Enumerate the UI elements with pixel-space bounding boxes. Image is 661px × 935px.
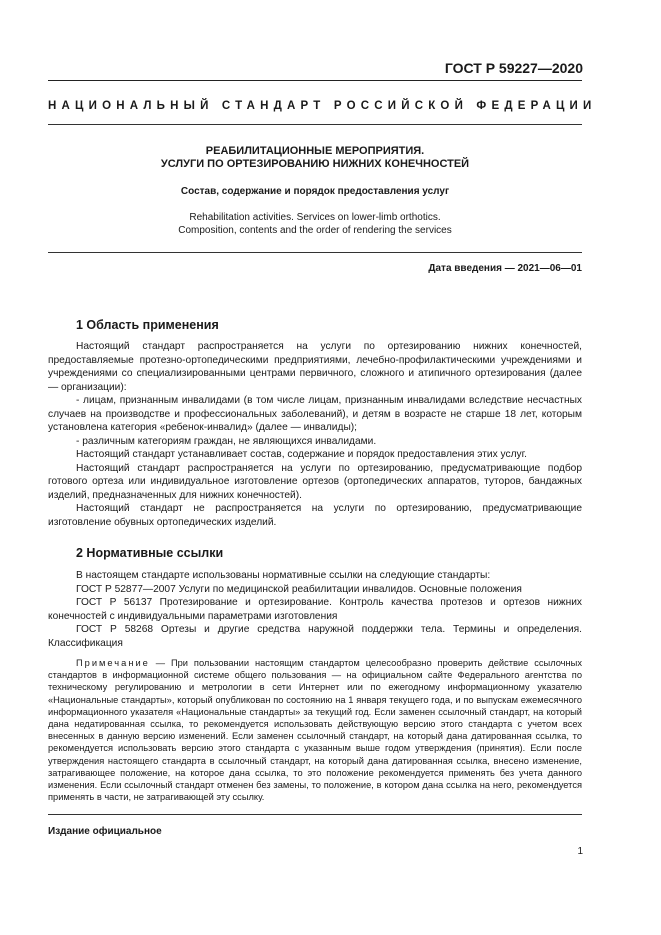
english-title-line-2: Composition, contents and the order of rendering the services	[178, 225, 452, 236]
national-standard-label: НАЦИОНАЛЬНЫЙ СТАНДАРТ РОССИЙСКОЙ ФЕДЕРАЦИИ	[48, 100, 597, 112]
gost-code: ГОСТ Р 59227—2020	[444, 60, 583, 76]
section-2-heading: 2 Нормативные ссылки	[76, 546, 224, 560]
paragraph: Настоящий стандарт не распространяется на услуги по ортезированию, предусматривающие изготовление обувных ортопедических изделий.	[48, 503, 582, 528]
intro-date: Дата введения — 2021—06—01	[428, 263, 582, 274]
paragraph: ГОСТ Р 56137 Протезирование и ортезирование. Контроль качества протезов и ортезов нижних конечностей с индивидуальными параметрами изготовления	[48, 597, 582, 622]
note	[48, 657, 582, 803]
footer-rule	[48, 814, 582, 815]
english-title	[48, 211, 582, 237]
note-label: Примечание	[76, 658, 150, 668]
section-1-body	[48, 340, 582, 529]
page-number: 1	[577, 846, 583, 857]
title-rule	[48, 252, 582, 253]
paragraph: Настоящий стандарт распространяется на услуги по ортезированию, предусматривающие подбор готового ортеза или индивидуальное изготовление ортезов (ортопедических аппаратов, туторов, бандажных изделий, предназначенных для нижних конечностей).	[48, 462, 582, 501]
paragraph: ГОСТ Р 52877—2007 Услуги по медицинской реабилитации инвалидов. Основные положения	[76, 583, 522, 595]
paragraph: Настоящий стандарт распространяется на услуги по ортезированию нижних конечностей, предоставляемые протезно-ортопедическими предприятиями, лечебно-профилактическими учреждениями и учреждениями со специализированными центрами первичного, сложного и атипичного ортезирования (далее — организации):	[48, 341, 582, 393]
note-paragraph	[48, 657, 582, 803]
header-rule	[48, 80, 582, 81]
section-2-body	[48, 569, 582, 650]
paragraph: В настоящем стандарте использованы нормативные ссылки на следующие стандарты:	[76, 570, 491, 581]
document-title	[48, 145, 582, 171]
document-subtitle: Состав, содержание и порядок предоставления услуг	[180, 186, 450, 197]
section-1-heading: 1 Область применения	[76, 318, 219, 332]
note-body: — При пользовании настоящим стандартом целесообразно проверить действие ссылочных стандартов в информационной системе общего пользования — на официальном сайте Федерального агентства по техническому регулированию и метрологии в сети Интернет или по ежегодному информационному указателю «Национальные стандарты», который опубликован по состоянию на 1 января текущего года, и по выпускам ежемесячного информационного указателя «Национальные стандарты» за текущий год. Если заменен ссылочный стандарт, на который дана недатированная ссылка, то рекомендуется использовать действующую версию этого стандарта с учетом всех внесенных в данную версию изменений. Если заменен ссылочный стандарт, на который дана датированная ссылка, то рекомендуется использовать версию этого стандарта с указанным выше годом утверждения (принятия). Если после утверждения настоящего стандарта в ссылочный стандарт, на который дана датированная ссылка, внесено изменение, затрагивающее положение, на которое дана ссылка, то это положение рекомендуется применять без учета данного изменения. Если ссылочный стандарт отменен без замены, то положение, в котором дана ссылка на него, рекомендуется применять в части, не затрагивающей эту ссылку.	[48, 658, 582, 803]
edition-label: Издание официальное	[48, 826, 162, 837]
paragraph: - различным категориям граждан, не являющихся инвалидами.	[76, 435, 377, 447]
english-title-line-1: Rehabilitation activities. Services on lower-limb orthotics.	[189, 212, 441, 223]
paragraph: - лицам, признанным инвалидами (в том числе лицам, признанным инвалидами вследствие несчастных случаев на производстве и профессиональных заболеваний), и детям в возрасте не старше 18 лет, которым установлена категория «ребенок-инвалид» (далее — инвалиды);	[48, 395, 582, 433]
paragraph: ГОСТ Р 58268 Ортезы и другие средства наружной поддержки тела. Термины и определения. Классификация	[48, 624, 582, 649]
national-standard-rule	[48, 124, 582, 125]
title-line-1: РЕАБИЛИТАЦИОННЫЕ МЕРОПРИЯТИЯ.	[205, 145, 425, 157]
title-line-2: УСЛУГИ ПО ОРТЕЗИРОВАНИЮ НИЖНИХ КОНЕЧНОСТЕЙ	[160, 158, 470, 170]
paragraph: Настоящий стандарт устанавливает состав, содержание и порядок предоставления этих услуг.	[76, 449, 527, 460]
